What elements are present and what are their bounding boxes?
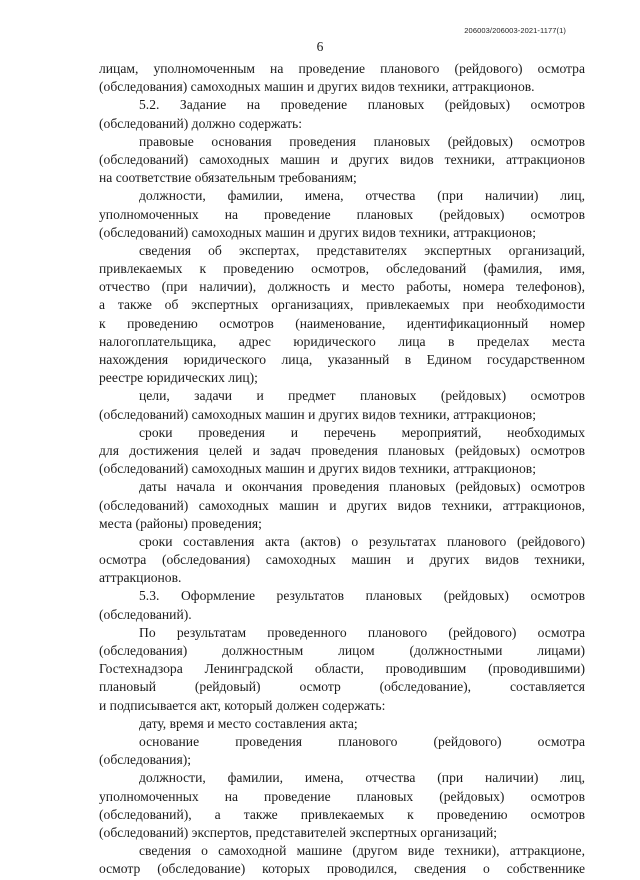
text-line: привлекаемых к проведению осмотров, обследований (фамилия, имя, xyxy=(99,261,585,277)
text-line: По результатам проведенного планового (рейдового) осмотра xyxy=(139,624,585,640)
text-line: реестре юридических лиц); xyxy=(99,370,258,386)
text-line: (обследований) самоходных машин и других видов техники, аттракционов; xyxy=(99,461,536,477)
text-line: для достижения целей и задач проведения плановых (рейдовых) осмотров xyxy=(99,442,585,458)
text-line: цели, задачи и предмет плановых (рейдовых) осмотров xyxy=(139,388,585,404)
text-line: (обследования); xyxy=(99,752,192,768)
text-line: (обследований) должно содержать: xyxy=(99,115,303,131)
text-line: (обследования) должностным лицом (должностными лицами) xyxy=(99,643,585,658)
text-line: нахождения юридического лица, указанный в Едином государственном xyxy=(99,352,585,367)
text-line: (обследований) самоходных машин и других видов техники, аттракционов; xyxy=(99,406,536,422)
text-line: а также об экспертных организациях, привлекаемых при необходимости xyxy=(99,297,585,313)
text-line: отчество (при наличии), должность и место работы, номера телефонов), xyxy=(99,279,585,295)
text-line: к проведению осмотров (наименование, идентификационный номер xyxy=(99,315,585,331)
text-line: (обследований) самоходных машин и других видов техники, аттракционов; xyxy=(99,224,536,240)
text-line: осмотр (обследование) которых проводился, сведения о собственнике xyxy=(99,861,585,877)
text-line: сведения об экспертах, представителях экспертных организаций, xyxy=(139,242,585,258)
text-line: плановый (рейдовый) осмотр (обследование), составляется xyxy=(99,679,585,695)
text-line: (обследования) самоходных машин и других видов техники, аттракционов. xyxy=(99,79,535,95)
text-line: 5.2. Задание на проведение плановых (рейдовых) осмотров xyxy=(139,97,585,113)
text-line: налогоплательщика, адрес юридического лица в пределах места xyxy=(99,333,585,349)
text-line: осмотра (обследования) самоходных машин и других видов техники, xyxy=(99,552,585,568)
text-line: сроки составления акта (актов) о результатах планового (рейдового) xyxy=(139,533,585,549)
text-line: Гостехнадзора Ленинградской области, проводившим (проводившими) xyxy=(99,661,585,677)
text-line: уполномоченных на проведение плановых (рейдовых) осмотров xyxy=(99,206,585,222)
text-line: лицам, уполномоченным на проведение планового (рейдового) осмотра xyxy=(99,61,585,76)
page-number: 6 xyxy=(316,39,324,54)
document-body xyxy=(99,60,585,878)
text-line: должности, фамилии, имена, отчества (при наличии) лиц, xyxy=(139,188,585,204)
text-line: уполномоченных на проведение плановых (рейдовых) осмотров xyxy=(99,788,585,804)
text-line: (обследований) экспертов, представителей экспертных организаций; xyxy=(99,824,498,840)
text-line: (обследований). xyxy=(99,606,192,622)
text-line: даты начала и окончания проведения плановых (рейдовых) осмотров xyxy=(139,479,585,495)
text-line: правовые основания проведения плановых (рейдовых) осмотров xyxy=(139,133,585,149)
text-line: основание проведения планового (рейдового) осмотра xyxy=(139,733,585,749)
text-line: (обследований) самоходных машин и других видов техники, аттракционов xyxy=(99,151,585,167)
text-line: дату, время и место составления акта; xyxy=(139,715,358,731)
document-id: 206003/206003-2021-1177(1) xyxy=(464,26,566,35)
text-line: места (районы) проведения; xyxy=(99,515,262,531)
text-line: аттракционов. xyxy=(99,570,182,586)
text-line: 5.3. Оформление результатов плановых (рейдовых) осмотров xyxy=(139,588,585,604)
text-line: должности, фамилии, имена, отчества (при наличии) лиц, xyxy=(139,770,585,786)
text-line: сроки проведения и перечень мероприятий, необходимых xyxy=(139,424,585,440)
text-line: на соответствие обязательным требованиям; xyxy=(99,170,357,186)
text-line: сведения о самоходной машине (другом виде техники), аттракционе, xyxy=(139,843,585,859)
text-line: (обследований) самоходных машин и других видов техники, аттракционов, xyxy=(99,497,585,513)
text-line: (обследований), а также привлекаемых к проведению осмотров xyxy=(99,806,585,822)
text-line: и подписывается акт, который должен содержать: xyxy=(99,697,386,713)
